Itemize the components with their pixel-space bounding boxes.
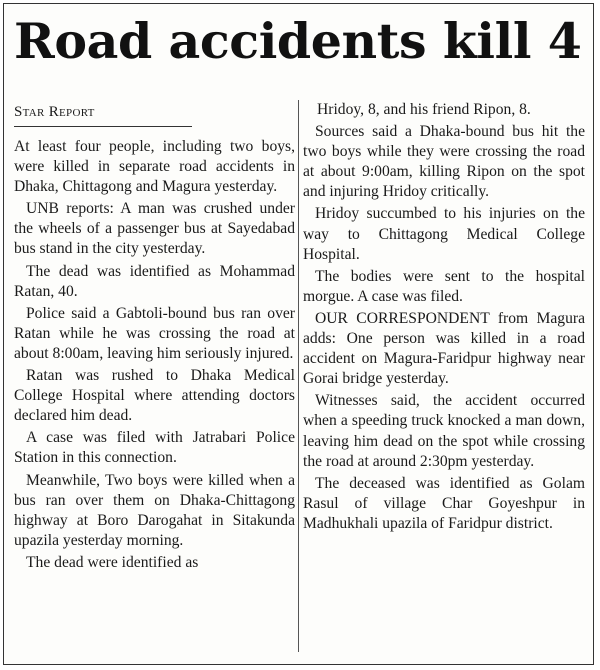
- paragraph: Meanwhile, Two boys were killed when a bus ran over them on Dhaka-Chittagong highway at Boro Darogahat in Sitakunda upazila yesterday morning.: [14, 471, 295, 549]
- paragraph: Hridoy, 8, and his friend Ripon, 8.: [317, 101, 531, 118]
- paragraph: The dead was identified as Mohammad Ratan, 40.: [14, 262, 295, 300]
- paragraph: A case was filed with Jatrabari Police Station in this connection.: [14, 429, 295, 467]
- paragraph: Hridoy succumbed to his injuries on the way to Chittagong Medical College Hospital.: [303, 205, 585, 263]
- paragraph: The bodies were sent to the hospital morgue. A case was filed.: [303, 267, 585, 305]
- column-divider: [298, 100, 299, 652]
- paragraph: Witnesses said, the accident occurred when a speeding truck knocked a man down, leaving him dead on the spot while crossing the road at around 2:30pm yesterday.: [303, 392, 585, 470]
- article-column-2: [303, 100, 585, 536]
- paragraph: Police said a Gabtoli-bound bus ran over Ratan while he was crossing the road at about 8:00am, leaving him seriously injured.: [14, 304, 295, 362]
- paragraph: At least four people, including two boys, were killed in separate road accidents in Dhaka, Chittagong and Magura yesterday.: [14, 138, 295, 196]
- headline: Road accidents kill 4: [14, 12, 582, 70]
- paragraph: UNB reports: A man was crushed under the wheels of a passenger bus at Sayedabad bus stand in the city yesterday.: [14, 200, 295, 258]
- paragraph: OUR CORRESPONDENT from Magura adds: One person was killed in a road accident on Magura-Faridpur highway near Gorai bridge yesterday.: [303, 309, 585, 388]
- paragraph: Sources said a Dhaka-bound bus hit the two boys while they were crossing the road at about 9:00am, killing Ripon on the spot and injuring Hridoy critically.: [303, 123, 585, 201]
- paragraph: Ratan was rushed to Dhaka Medical College Hospital where attending doctors declared him dead.: [14, 367, 295, 425]
- paragraph: The deceased was identified as Golam Rasul of village Char Goyeshpur in Madhukhali upazila of Faridpur district.: [303, 474, 585, 532]
- article-column-1: [14, 102, 295, 575]
- paragraph: The dead were identified as: [26, 553, 199, 571]
- byline: Star Report: [14, 102, 295, 127]
